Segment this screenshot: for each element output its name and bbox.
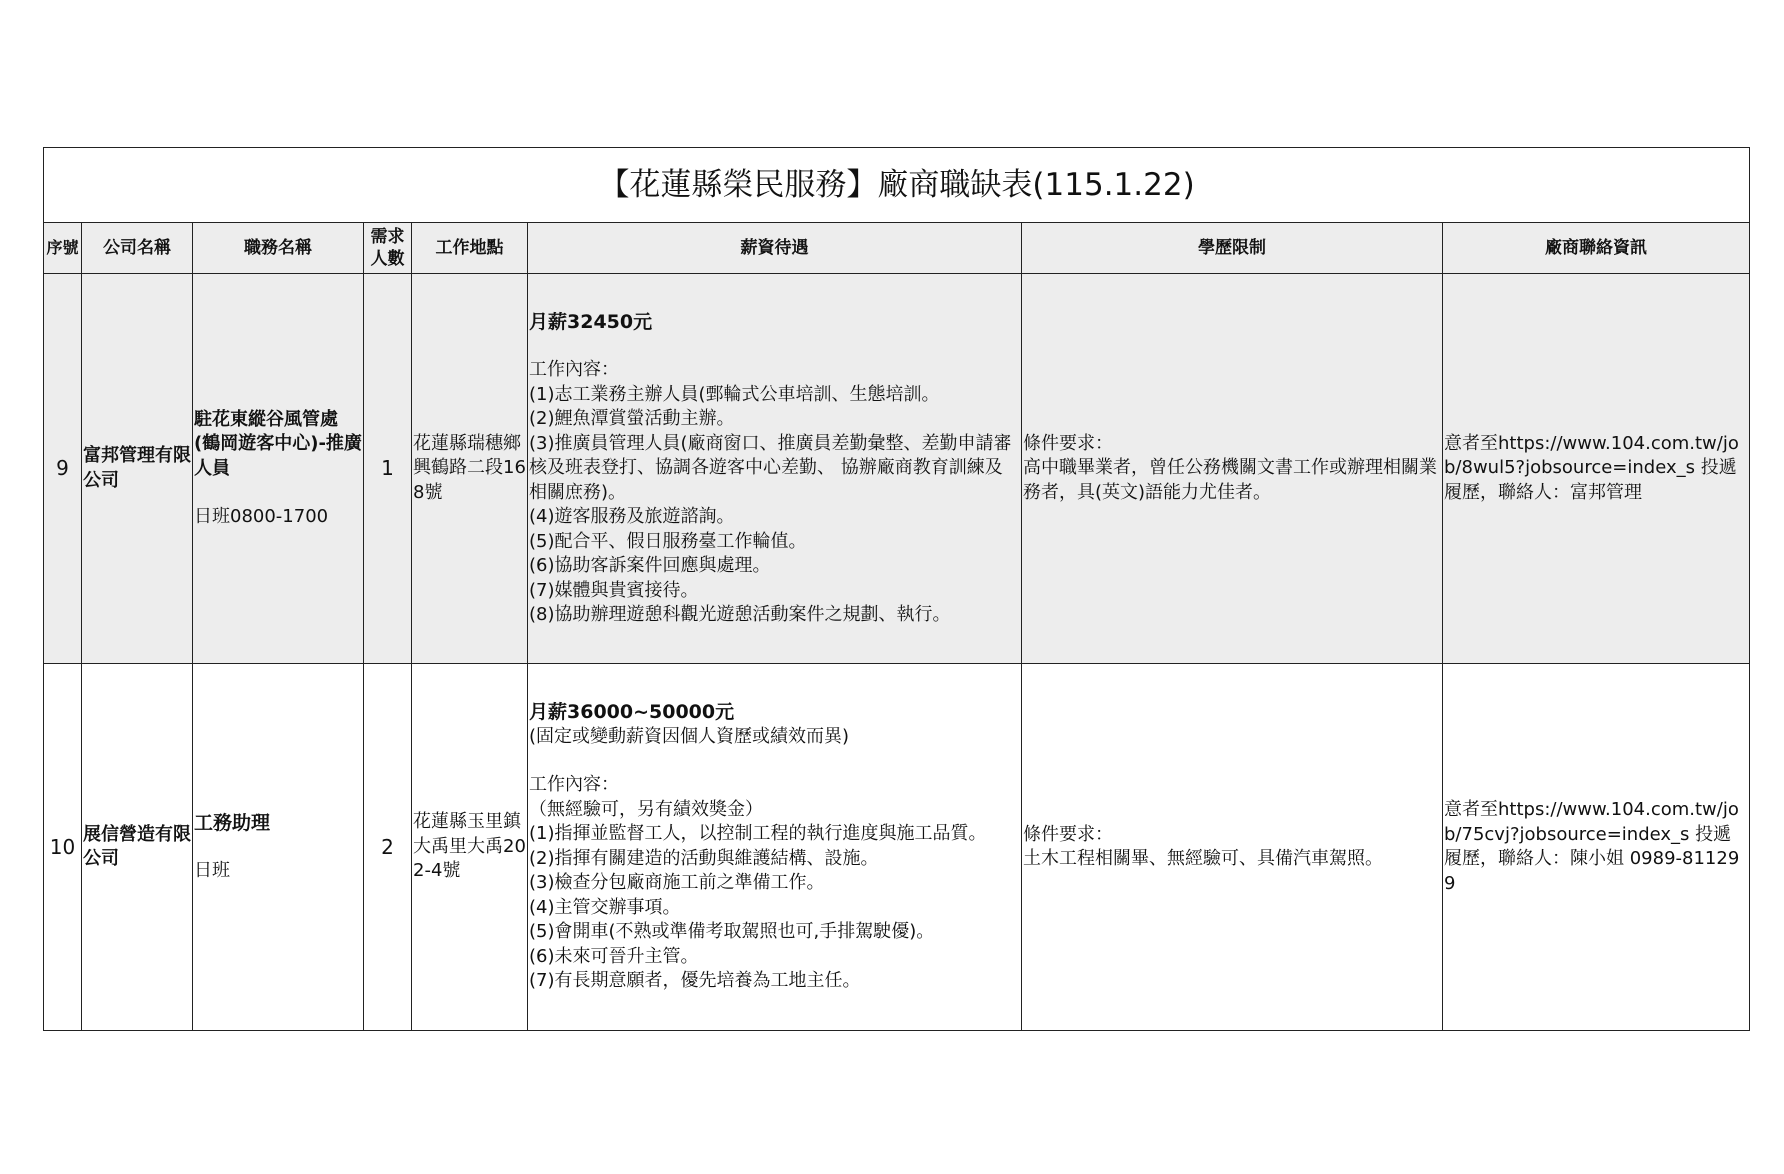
header-count: 需求人數 bbox=[364, 223, 412, 274]
header-contact: 廠商聯絡資訊 bbox=[1443, 223, 1750, 274]
spacer bbox=[194, 835, 362, 859]
duty-item: (1)志工業務主辦人員(鄄輪式公車培訓、生態培訓。 bbox=[529, 383, 940, 405]
duty-item: (5)會開車(不熟或準備考取駕照也可,手排駕駛優)。 bbox=[529, 921, 935, 943]
job-title: 駐花東縱谷風管處(鶴岡遊客中心)-推廣人員 bbox=[194, 408, 362, 479]
sheet-title: 【花蓮縣榮民服務】廠商職缺表(115.1.22) bbox=[44, 148, 1750, 223]
job-title: 工務助理 bbox=[194, 811, 271, 834]
spacer bbox=[529, 749, 1020, 773]
header-job: 職務名稱 bbox=[193, 223, 364, 274]
cell-job bbox=[193, 664, 364, 1031]
cell-job bbox=[193, 274, 364, 664]
table-row bbox=[44, 274, 1750, 664]
header-education: 學歷限制 bbox=[1022, 223, 1443, 274]
duty-item: (8)協助辦理遊憩科觀光遊憩活動案件之規劃、執行。 bbox=[529, 604, 951, 625]
duty-item: (3)檢查分包廠商施工前之準備工作。 bbox=[529, 872, 825, 894]
education-text: 高中職畢業者，曾任公務機關文書工作或辦理相關業務者，具(英文)語能力尤佳者。 bbox=[1023, 457, 1437, 503]
duty-item: (1)指揮並監督工人，以控制工程的執行進度與施工品質。 bbox=[529, 823, 987, 845]
salary-main: 月薪36000~50000元 bbox=[529, 701, 735, 724]
duty-item: (2)指揮有關建造的活動與維護結構、設施。 bbox=[529, 847, 879, 869]
duty-item: (4)主管交辦事項。 bbox=[529, 896, 681, 918]
cell-seq: 9 bbox=[44, 274, 82, 664]
header-company: 公司名稱 bbox=[82, 223, 193, 274]
duty-item: （無經驗可，另有績效獎金） bbox=[529, 798, 763, 820]
spacer bbox=[194, 481, 362, 505]
duty-item: (2)鯉魚潭賞螢活動主辦。 bbox=[529, 408, 735, 429]
cell-education bbox=[1022, 274, 1443, 664]
cell-location: 花蓮縣玉里鎮大禹里大禹202-4號 bbox=[412, 664, 528, 1031]
job-vacancy-table bbox=[43, 147, 1750, 1031]
cell-contact: 意者至https://www.104.com.tw/job/75cvj?jobsource=index_s 投遞履歷，聯絡人：陳小姐 0989-811299 bbox=[1443, 664, 1750, 1031]
salary-note: (固定或變動薪資因個人資歷或績效而異) bbox=[529, 725, 850, 747]
spacer bbox=[529, 334, 1020, 358]
cell-count: 2 bbox=[364, 664, 412, 1031]
duty-item: (4)遊客服務及旅遊諮詢。 bbox=[529, 506, 735, 527]
salary-main: 月薪32450元 bbox=[529, 310, 653, 333]
duty-item: (6)未來可晉升主管。 bbox=[529, 945, 699, 967]
duty-item: (7)媒體與貴賓接待。 bbox=[529, 579, 699, 601]
cell-salary bbox=[528, 664, 1022, 1031]
cell-company: 富邦管理有限公司 bbox=[82, 274, 193, 664]
header-seq: 序號 bbox=[44, 223, 82, 274]
cell-salary bbox=[528, 274, 1022, 664]
duty-item: (3)推廣員管理人員(廠商窗口、推廣員差勤彙整、差勤申請審核及班表登打、協調各遊客中心差勤、 協辦廠商教育訓練及相關庶務)。 bbox=[529, 432, 1012, 503]
duty-item: (5)配合平、假日服務臺工作輪值。 bbox=[529, 530, 807, 552]
title-row bbox=[44, 148, 1750, 223]
duty-item: (7)有長期意願者，優先培養為工地主任。 bbox=[529, 970, 861, 992]
cell-seq: 10 bbox=[44, 664, 82, 1031]
cell-education bbox=[1022, 664, 1443, 1031]
header-location: 工作地點 bbox=[412, 223, 528, 274]
header-row bbox=[44, 223, 1750, 274]
cell-location: 花蓮縣瑞穗鄉興鶴路二段168號 bbox=[412, 274, 528, 664]
education-label: 條件要求： bbox=[1023, 823, 1113, 845]
table-row bbox=[44, 664, 1750, 1031]
duties-label: 工作內容： bbox=[529, 774, 619, 796]
duty-item: (6)協助客訴案件回應與處理。 bbox=[529, 555, 771, 576]
job-shift: 日班0800-1700 bbox=[194, 506, 329, 527]
education-label: 條件要求： bbox=[1023, 432, 1113, 454]
header-salary: 薪資待遇 bbox=[528, 223, 1022, 274]
job-shift: 日班 bbox=[194, 860, 230, 881]
education-text: 土木工程相關畢、無經驗可、具備汽車駕照。 bbox=[1023, 848, 1383, 869]
duties-label: 工作內容： bbox=[529, 359, 619, 380]
cell-contact: 意者至https://www.104.com.tw/job/8wul5?jobsource=index_s 投遞履歷，聯絡人：富邦管理 bbox=[1443, 274, 1750, 664]
cell-count: 1 bbox=[364, 274, 412, 664]
cell-company: 展信營造有限公司 bbox=[82, 664, 193, 1031]
